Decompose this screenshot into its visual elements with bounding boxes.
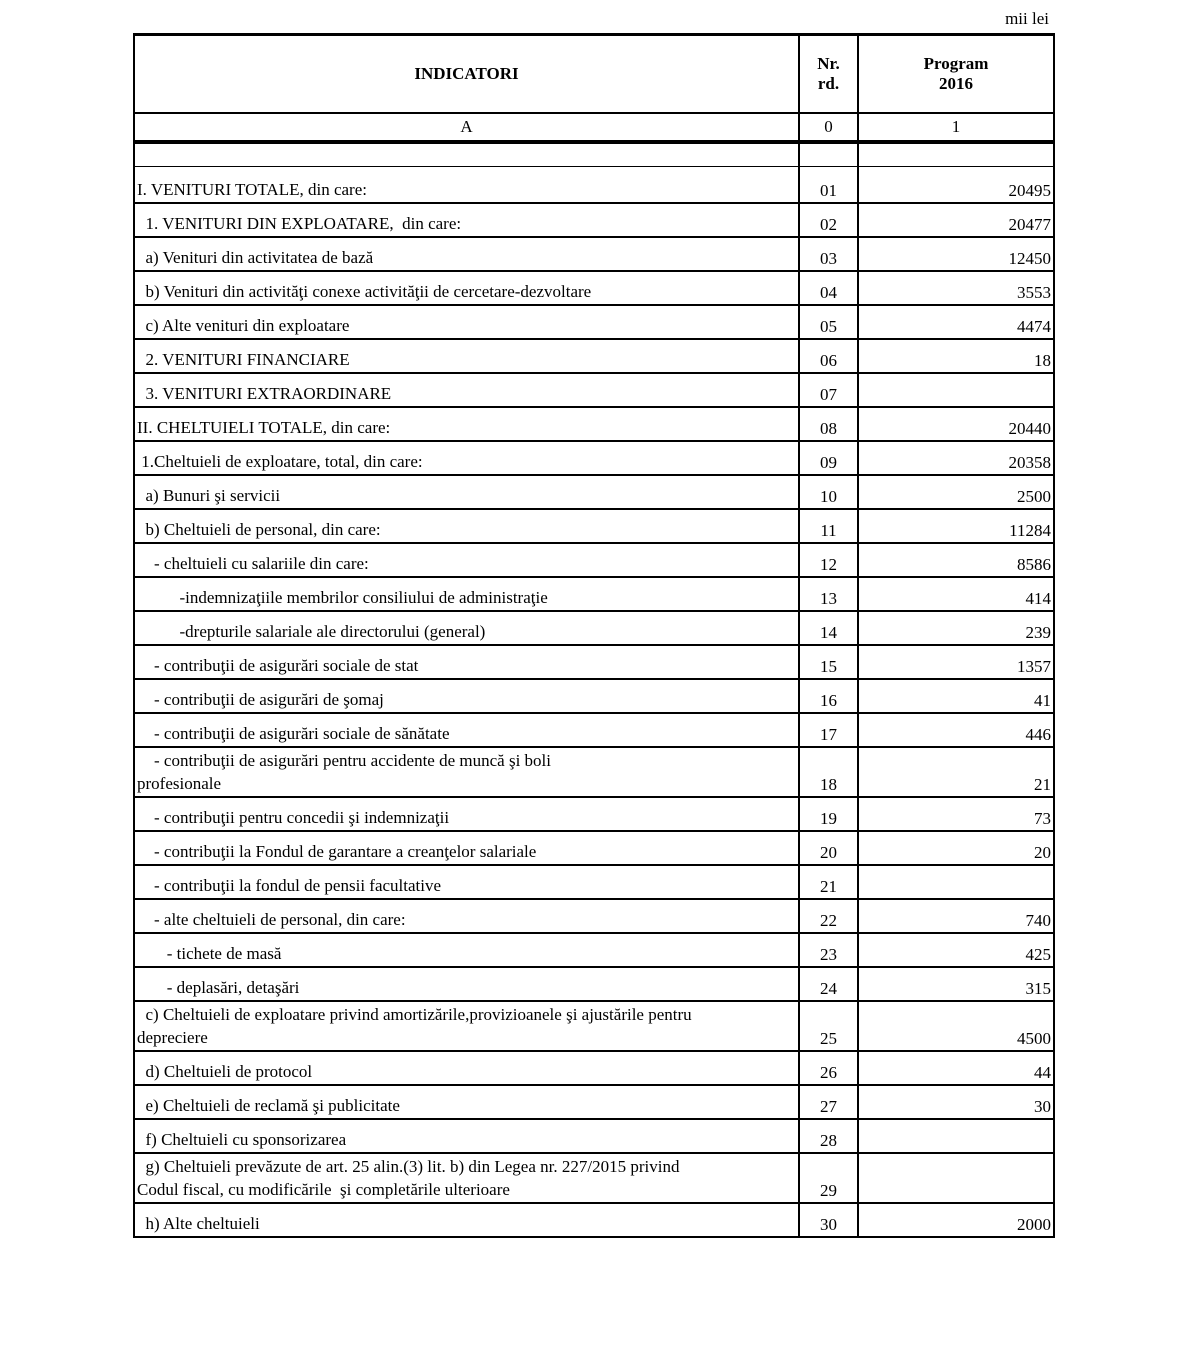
header-program-line1: Program [923,54,989,73]
row-label-line: - deplasări, detaşări [137,978,300,997]
row-value: 4500 [858,1001,1054,1051]
row-label [134,305,799,339]
row-value: 239 [858,611,1054,645]
column-id-0: 0 [799,113,858,142]
table-row [134,1051,1054,1085]
row-label-line: - contribuţii la Fondul de garantare a creanţelor salariale [137,842,537,861]
row-number: 30 [799,1203,858,1237]
row-label-line: -indemnizaţiile membrilor consiliului de administraţie [137,588,548,607]
row-value: 2000 [858,1203,1054,1237]
row-label [134,899,799,933]
row-label-line: - alte cheltuieli de personal, din care: [137,910,406,929]
row-label [134,407,799,441]
table-row [134,373,1054,407]
row-label-line: II. CHELTUIELI TOTALE, din care: [137,418,391,437]
table-row [134,679,1054,713]
row-value: 740 [858,899,1054,933]
row-label-line: d) Cheltuieli de protocol [137,1062,313,1081]
row-number: 13 [799,577,858,611]
row-number: 05 [799,305,858,339]
row-label-line: g) Cheltuieli prevăzute de art. 25 alin.(3) lit. b) din Legea nr. 227/2015 privind [137,1157,680,1176]
row-number: 19 [799,797,858,831]
row-label [134,237,799,271]
row-label-line: -drepturile salariale ale directorului (general) [137,622,486,641]
row-number: 18 [799,747,858,797]
row-label [134,679,799,713]
row-label [134,611,799,645]
header-indicators: INDICATORI [134,35,799,114]
row-label [134,797,799,831]
row-value: 44 [858,1051,1054,1085]
row-label-line: - contribuţii de asigurări de şomaj [137,690,384,709]
row-number: 08 [799,407,858,441]
row-number: 09 [799,441,858,475]
row-number: 21 [799,865,858,899]
header-program [858,35,1054,114]
row-value: 30 [858,1085,1054,1119]
row-value: 425 [858,933,1054,967]
row-label-line: b) Venituri din activităţi conexe activităţii de cercetare-dezvoltare [137,282,592,301]
row-label [134,1119,799,1153]
row-number: 29 [799,1153,858,1203]
row-value: 20495 [858,167,1054,204]
row-label [134,1051,799,1085]
row-value: 3553 [858,271,1054,305]
table-row [134,167,1054,204]
row-number: 24 [799,967,858,1001]
blank-row [134,142,1054,167]
row-value: 4474 [858,305,1054,339]
row-label-line-2: depreciere [137,1028,208,1047]
row-number: 04 [799,271,858,305]
table-row [134,475,1054,509]
row-label-line: I. VENITURI TOTALE, din care: [137,180,367,199]
row-label-line: f) Cheltuieli cu sponsorizarea [137,1130,347,1149]
row-number: 12 [799,543,858,577]
indicators-table [133,33,1055,1238]
row-label [134,645,799,679]
row-number: 27 [799,1085,858,1119]
row-number: 01 [799,167,858,204]
row-label-line-2: profesionale [137,774,222,793]
row-label [134,543,799,577]
table-row [134,645,1054,679]
row-label [134,509,799,543]
table-row [134,407,1054,441]
table-row [134,747,1054,797]
table-row [134,271,1054,305]
row-label [134,577,799,611]
row-label-line: e) Cheltuieli de reclamă şi publicitate [137,1096,400,1115]
row-value: 446 [858,713,1054,747]
row-value [858,865,1054,899]
row-value: 1357 [858,645,1054,679]
table-row [134,865,1054,899]
row-label-line: a) Bunuri şi servicii [137,486,281,505]
row-value [858,373,1054,407]
row-value: 21 [858,747,1054,797]
table-row [134,1153,1054,1203]
row-label [134,713,799,747]
row-label-line: - contribuţii de asigurări sociale de stat [137,656,419,675]
row-label-line: b) Cheltuieli de personal, din care: [137,520,381,539]
table-row [134,543,1054,577]
row-label-line: - contribuţii de asigurări pentru accidente de muncă şi boli [137,751,552,770]
row-label-line: 1.Cheltuieli de exploatare, total, din care: [137,452,423,471]
row-value: 73 [858,797,1054,831]
row-number: 06 [799,339,858,373]
row-number: 07 [799,373,858,407]
row-number: 14 [799,611,858,645]
table-row [134,899,1054,933]
column-id-1: 1 [858,113,1054,142]
row-number: 16 [799,679,858,713]
header-row [134,35,1054,114]
row-value: 18 [858,339,1054,373]
row-label-line: h) Alte cheltuieli [137,1214,260,1233]
row-label [134,1203,799,1237]
row-value: 2500 [858,475,1054,509]
header-nr-line1: Nr. [817,54,840,73]
table-row [134,441,1054,475]
table-row [134,1001,1054,1051]
table-row [134,509,1054,543]
row-value: 20358 [858,441,1054,475]
table-row [134,1203,1054,1237]
header-nr-line2: rd. [817,74,840,93]
row-value: 20 [858,831,1054,865]
row-label-line: - contribuţii la fondul de pensii facultative [137,876,442,895]
row-value: 12450 [858,237,1054,271]
row-value [858,1153,1054,1203]
row-label-line: 2. VENITURI FINANCIARE [137,350,350,369]
table-row [134,237,1054,271]
table-row [134,339,1054,373]
row-label-line: c) Cheltuieli de exploatare privind amortizările,provizioanele şi ajustările pentru [137,1005,692,1024]
row-number: 17 [799,713,858,747]
row-label [134,203,799,237]
row-value: 315 [858,967,1054,1001]
row-label-line: - cheltuieli cu salariile din care: [137,554,369,573]
row-number: 03 [799,237,858,271]
row-number: 28 [799,1119,858,1153]
row-value: 20440 [858,407,1054,441]
row-label [134,271,799,305]
row-label-line: c) Alte venituri din exploatare [137,316,350,335]
table-row [134,203,1054,237]
row-label-line: a) Venituri din activitatea de bază [137,248,374,267]
row-number: 11 [799,509,858,543]
row-value: 20477 [858,203,1054,237]
table-row [134,713,1054,747]
column-id-row [134,113,1054,142]
row-label [134,1153,799,1203]
row-label-line: - contribuţii de asigurări sociale de sănătate [137,724,450,743]
row-number: 20 [799,831,858,865]
table-row [134,797,1054,831]
header-nr [799,35,858,114]
row-label [134,475,799,509]
row-label-line: - tichete de masă [137,944,282,963]
row-label-line-2: Codul fiscal, cu modificările şi completările ulterioare [137,1180,510,1199]
row-number: 22 [799,899,858,933]
row-label [134,933,799,967]
table-row [134,933,1054,967]
row-label [134,441,799,475]
row-number: 15 [799,645,858,679]
row-value [858,1119,1054,1153]
column-id-a: A [134,113,799,142]
table-row [134,305,1054,339]
row-label [134,1001,799,1051]
table-row [134,967,1054,1001]
row-label [134,747,799,797]
row-label [134,967,799,1001]
row-number: 10 [799,475,858,509]
row-number: 26 [799,1051,858,1085]
table-row [134,831,1054,865]
row-label [134,1085,799,1119]
row-number: 23 [799,933,858,967]
table-row [134,1119,1054,1153]
table-row [134,1085,1054,1119]
row-value: 8586 [858,543,1054,577]
row-label-line: 3. VENITURI EXTRAORDINARE [137,384,392,403]
row-label [134,167,799,204]
unit-label: mii lei [1005,9,1049,28]
row-label [134,831,799,865]
row-value: 414 [858,577,1054,611]
row-number: 02 [799,203,858,237]
row-number: 25 [799,1001,858,1051]
row-label [134,339,799,373]
row-label-line: - contribuţii pentru concedii şi indemnizaţii [137,808,450,827]
row-label [134,865,799,899]
table-row [134,611,1054,645]
row-value: 41 [858,679,1054,713]
row-label-line: 1. VENITURI DIN EXPLOATARE, din care: [137,214,462,233]
header-program-line2: 2016 [939,74,973,93]
table-row [134,577,1054,611]
row-value: 11284 [858,509,1054,543]
row-label [134,373,799,407]
